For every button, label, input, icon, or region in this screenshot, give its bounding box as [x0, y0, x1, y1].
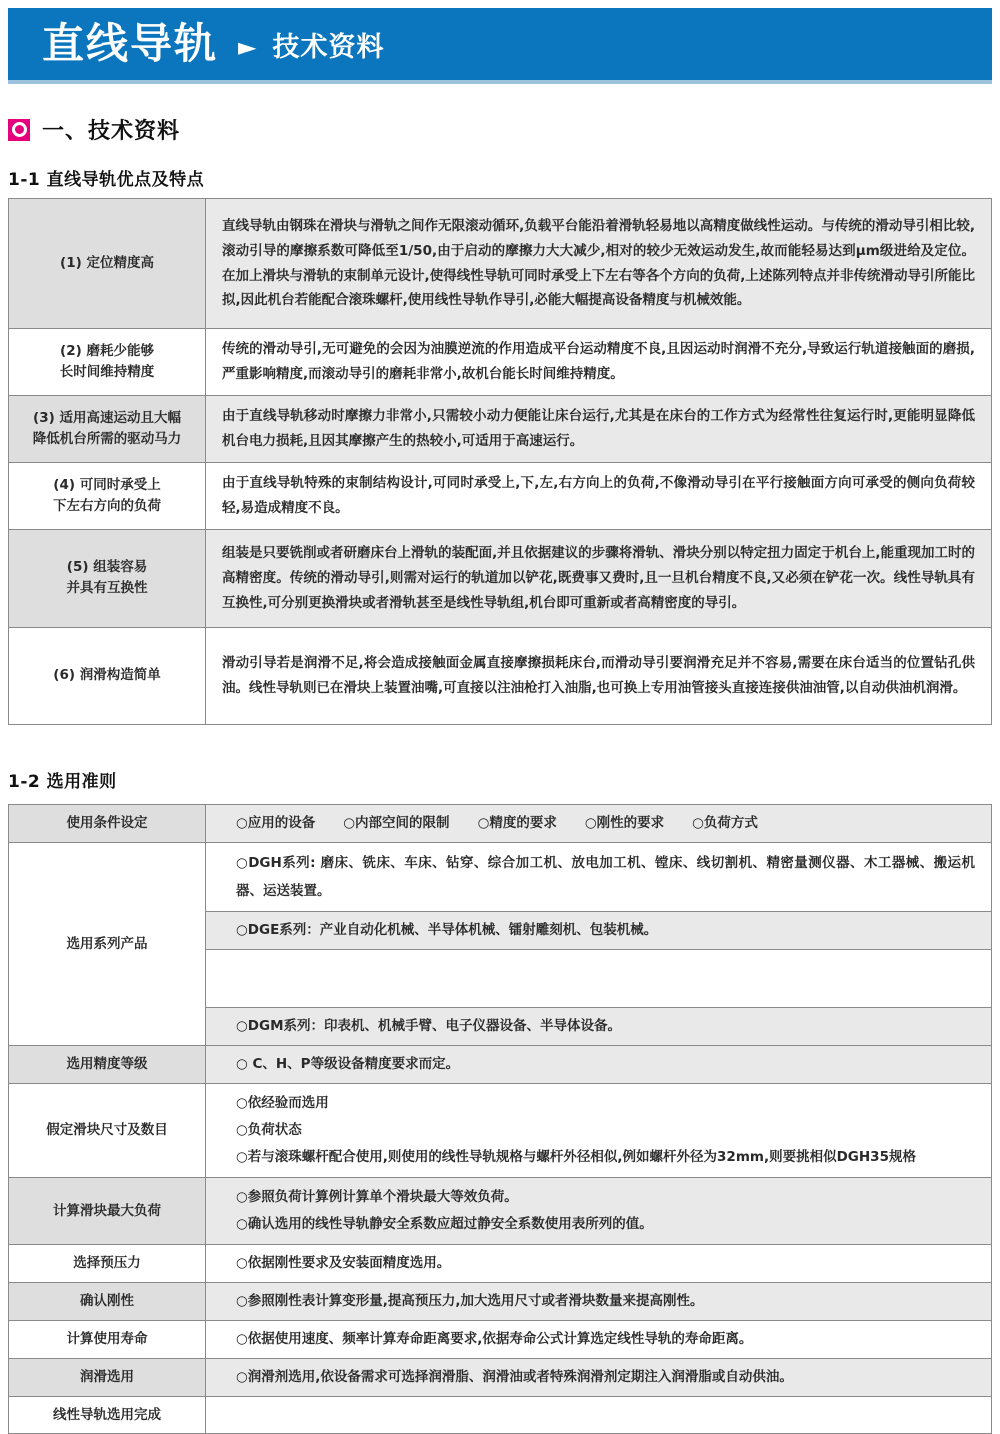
bullet-line: ○确认选用的线性导轨静安全系数应超过静安全系数使用表所列的值。 — [236, 1216, 653, 1233]
row-label-line: 并具有互换性 — [66, 580, 148, 597]
series-dgh-text: ○DGH系列: 磨床、铣床、车床、钻穿、综合加工机、放电加工机、镗床、线切割机、精密量测仪器、木工器械、搬运机器、运送装置。 — [206, 842, 992, 912]
table-row — [9, 199, 992, 329]
table-row — [9, 395, 992, 462]
row-text: 由于直线导轨移动时摩擦力非常小,只需较小动力便能让床台运行,尤其是在床台的工作方式为经常性往复运行时,更能明显降低机台电力损耗,且因其摩擦产生的热较小,可适用于高速运行。 — [206, 395, 992, 462]
row-text: ○依据刚性要求及安装面精度选用。 — [206, 1245, 992, 1283]
row-text: ○ C、H、P等级设备精度要求而定。 — [206, 1046, 992, 1084]
condition-item: ○内部空间的限制 — [343, 814, 450, 831]
row-label-line: 长时间维持精度 — [59, 363, 155, 380]
row-label-line: 降低机台所需的驱动马力 — [32, 430, 182, 447]
row-label: 计算滑块最大负荷 — [9, 1178, 206, 1245]
row-label: 线性导轨选用完成 — [9, 1397, 206, 1434]
row-label: 确认刚性 — [9, 1283, 206, 1321]
table-row-conditions — [9, 804, 992, 842]
row-label-line: (5) 组装容易 — [66, 559, 148, 576]
table-row-life — [9, 1321, 992, 1359]
section-bullet-icon — [8, 119, 30, 141]
row-label: 选择预压力 — [9, 1245, 206, 1283]
banner-title: 直线导轨 — [42, 19, 219, 68]
row-text: ○参照刚性表计算变形量,提高预压力,加大选用尺寸或者滑块数量来提高刚性。 — [206, 1283, 992, 1321]
table-row-series-dgh — [9, 842, 992, 912]
row-label — [9, 395, 206, 462]
condition-item: ○精度的要求 — [477, 814, 557, 831]
condition-item: ○刚性的要求 — [584, 814, 665, 831]
table-row — [9, 329, 992, 396]
table-row — [9, 627, 992, 724]
table-row-rigidity — [9, 1283, 992, 1321]
row-label — [9, 529, 206, 627]
row-label-line: (4) 可同时承受上 — [53, 476, 161, 493]
subsection-1-2-heading: 1-2 选用准则 — [8, 771, 117, 792]
row-text-empty — [206, 1397, 992, 1434]
table-row-preload — [9, 1245, 992, 1283]
row-text: 滑动引导若是润滑不足,将会造成接触面金属直接摩擦损耗床台,而滑动导引要润滑充足并不容易,需要在床台适当的位置钻孔供油。线性导轨则已在滑块上装置油嘴,可直接以注油枪打入油脂,也可换上专用油管接头直接连接供油油管,以自动供油机润滑。 — [206, 627, 992, 724]
subsection-1-1-heading: 1-1 直线导轨优点及特点 — [8, 170, 205, 190]
banner-subtitle: 技术资料 — [272, 31, 385, 63]
row-text — [206, 1084, 992, 1178]
condition-items — [236, 811, 975, 836]
row-label: 假定滑块尺寸及数目 — [9, 1084, 206, 1178]
row-text: ○润滑剂选用,依设备需求可选择润滑脂、润滑油或者特殊润滑剂定期注入润滑脂或自动供油。 — [206, 1359, 992, 1397]
row-label: 选用精度等级 — [9, 1046, 206, 1084]
section-heading: 一、技术资料 — [42, 119, 181, 144]
banner-arrow-icon: ► — [238, 33, 257, 61]
row-text — [206, 804, 992, 842]
row-label-line: (1) 定位精度高 — [60, 255, 154, 272]
row-label: 选用系列产品 — [9, 842, 206, 1046]
row-label-line: 下左右方向的负荷 — [53, 497, 161, 514]
table-row-precision — [9, 1046, 992, 1084]
series-dgm-text: ○DGM系列：印表机、机械手臂、电子仪器设备、半导体设备。 — [206, 1008, 992, 1046]
row-label — [9, 462, 206, 529]
table-row-block-size — [9, 1084, 992, 1178]
row-text: 传统的滑动导引,无可避免的会因为油膜逆流的作用造成平台运动精度不良,且因运动时润滑不充分,导致运行轨道接触面的磨损,严重影响精度,而滚动导引的磨耗非常小,故机台能长时间维持精度。 — [206, 329, 992, 396]
row-label — [9, 199, 206, 329]
row-text — [206, 1178, 992, 1245]
row-text: 由于直线导轨特殊的束制结构设计,可同时承受上,下,左,右方向上的负荷,不像滑动导引在平行接触面方向可承受的侧向负荷较轻,易造成精度不良。 — [206, 462, 992, 529]
row-text: 组装是只要铣削或者研磨床台上滑轨的装配面,并且依据建议的步骤将滑轨、滑块分别以特定扭力固定于机台上,能重现加工时的高精密度。传统的滑动导引,则需对运行的轨道加以铲花,既费事又费时,且一旦机台精度不良,又必须在铲花一次。线性导轨具有互换性,可分别更换滑块或者滑轨甚至是线性导轨组,机台即可重新或者高精密度的导引。 — [206, 529, 992, 627]
table-row — [9, 529, 992, 627]
section-heading-row — [8, 114, 1000, 145]
series-empty-cell — [206, 950, 992, 1008]
bullet-line: ○参照负荷计算例计算单个滑块最大等效负荷。 — [236, 1189, 518, 1206]
row-label: 润滑选用 — [9, 1359, 206, 1397]
row-label: 计算使用寿命 — [9, 1321, 206, 1359]
condition-item: ○负荷方式 — [692, 814, 758, 831]
selection-table — [8, 804, 992, 1434]
condition-item: ○应用的设备 — [236, 814, 316, 831]
table-row-done — [9, 1397, 992, 1434]
series-dge-text: ○DGE系列：产业自动化机械、半导体机械、镭射雕刻机、包装机械。 — [206, 912, 992, 950]
row-text: 直线导轨由钢珠在滑块与滑轨之间作无限滚动循环,负载平台能沿着滑轨轻易地以高精度做线性运动。与传统的滑动导引相比较,滚动引导的摩擦系数可降低至1/50,由于启动的摩擦力大大减少,相对的较少无效运动发生,故而能轻易达到μm级进给及定位。在加上滑块与滑轨的束制单元设计,使得线性导轨可同时承受上下左右等各个方向的负荷,上述陈列特点并非传统滑动导引所能比拟,因此机台若能配合滚珠螺杆,使用线性导轨作导引,必能大幅提高设备精度与机械效能。 — [206, 199, 992, 329]
bullet-line: ○负荷状态 — [236, 1122, 302, 1139]
row-label-line: (6) 润滑构造简单 — [53, 667, 161, 684]
advantages-table — [8, 198, 992, 725]
row-label-line: (3) 适用高速运动且大幅 — [33, 409, 181, 426]
ring-glyph — [12, 122, 27, 137]
bullet-line: ○若与滚珠螺杆配合使用,则使用的线性导轨规格与螺杆外径相似,例如螺杆外径为32mm,则要挑相似DGH35规格 — [236, 1149, 916, 1166]
page-banner — [8, 8, 992, 84]
row-label — [9, 627, 206, 724]
row-label-line: (2) 磨耗少能够 — [60, 343, 154, 360]
row-text: ○依据使用速度、频率计算寿命距离要求,依据寿命公式计算选定线性导轨的寿命距离。 — [206, 1321, 992, 1359]
table-row-lubrication — [9, 1359, 992, 1397]
table-row — [9, 462, 992, 529]
row-label: 使用条件设定 — [9, 804, 206, 842]
row-label — [9, 329, 206, 396]
table-row-max-load — [9, 1178, 992, 1245]
bullet-line: ○依经验而选用 — [236, 1095, 329, 1112]
